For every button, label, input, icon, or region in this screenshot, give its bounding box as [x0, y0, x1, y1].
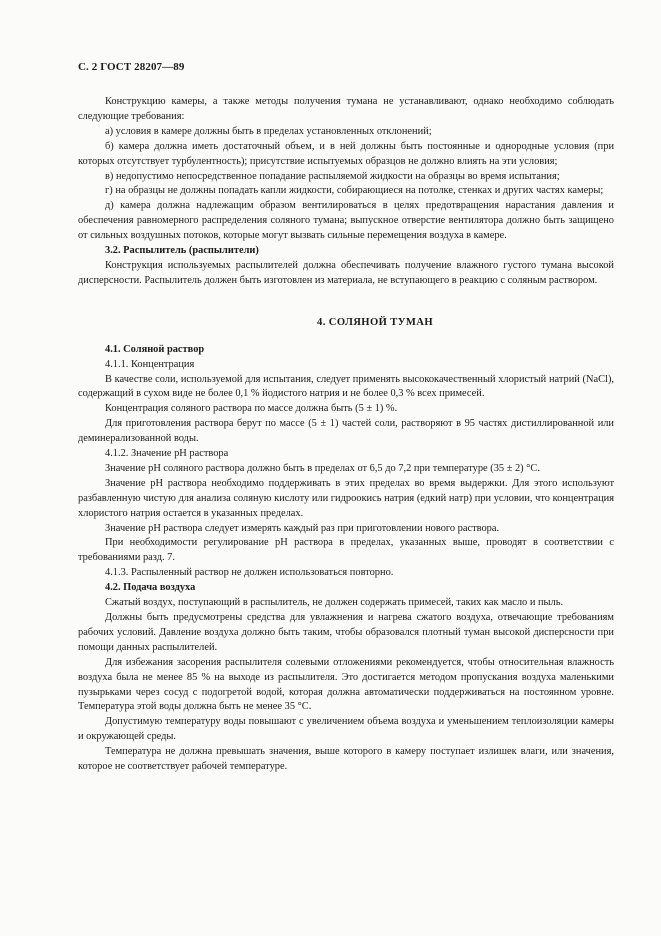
list-item-a: а) условия в камере должны быть в пределах установленных отклонений; [105, 125, 432, 137]
paragraph: Сжатый воздух, поступающий в распылитель, не должен содержать примесей, таких как масло и пыль. [105, 597, 564, 609]
paragraph: Для приготовления раствора берут по массе (5 ± 1) частей соли, растворяют в 95 частях дистиллированной или деминерализованной воды. [78, 418, 614, 445]
paragraph: В качестве соли, используемой для испытания, следует применять высококачественный хлористый натрий (NaCl), содержащий в сухом виде не более 0,1 % йодистого натрия и не более 0,3 % всех примесей. [78, 373, 614, 400]
paragraph: Значение рН раствора необходимо поддерживать в этих пределах во время выдержки. Для этого используют разбавленную чистую для анализа соляную кислоту или гидроокись натрия (едкий натр) при условии, что концентрация хлористого натрия остается в указанных пределах. [78, 477, 614, 519]
subsection-heading-3-2: 3.2. Распылитель (распылители) [105, 245, 259, 257]
paragraph: Для избежания засорения распылителя солевыми отложениями рекомендуется, чтобы относительная влажность воздуха была не менее 85 % на выходе из распылителя. Это достигается методом пропускания воздуха маленькими пузырьками через сосуд с подогретой водой, которая должна автоматически поддерживаться на постоянном уровне. Температура этой воды должна быть не менее 35 °С. [78, 656, 614, 713]
paragraph: Конструкция используемых распылителей должна обеспечивать получение влажного густого тумана высокой дисперсности. Распылитель должен быть изготовлен из материала, не вступающего в реакцию с соляным раствором. [78, 259, 614, 286]
subsection-heading-4-1-2: 4.1.2. Значение pH раствора [105, 448, 229, 460]
list-item-v: в) недопустимо непосредственное попадание распыляемой жидкости на образцы во время испытания; [105, 170, 560, 182]
paragraph: Значение рН раствора следует измерять каждый раз при приготовлении нового раствора. [105, 522, 500, 534]
subsection-heading-4-2: 4.2. Подача воздуха [105, 582, 196, 594]
document-body [78, 95, 614, 775]
subsection-heading-4-1: 4.1. Соляной раствор [105, 343, 205, 355]
section-title: 4. СОЛЯНОЙ ТУМАН [317, 316, 433, 328]
paragraph: Температура не должна превышать значения, выше которого в камеру поступает излишек влаги, или значения, которое не соответствует рабочей температуре. [78, 746, 614, 773]
list-item-g: г) на образцы не должны попадать капли жидкости, собирающиеся на потолке, стенках и других частях камеры; [105, 185, 604, 197]
paragraph: Конструкцию камеры, а также методы получения тумана не устанавливают, однако необходимо соблюдать следующие требования: [78, 96, 614, 122]
subsection-heading-4-1-1: 4.1.1. Концентрация [105, 358, 195, 370]
list-item-d: д) камера должна надлежащим образом вентилироваться в целях предотвращения нарастания давления и обеспечения равномерного распределения соляного тумана; выпускное отверстие вентилятора должно быть защищено от сильных воздушных потоков, которые могут вызвать сильные перемещения воздуха в камере. [78, 200, 614, 242]
subsection-heading-4-1-3: 4.1.3. Распыленный раствор не должен использоваться повторно. [105, 567, 394, 579]
paragraph: При необходимости регулирование рН раствора в пределах, указанных выше, проводят в соответствии с требованиями разд. 7. [78, 537, 614, 564]
page-header: С. 2 ГОСТ 28207—89 [78, 61, 185, 73]
list-item-b: б) камера должна иметь достаточный объем, и в ней должны быть постоянные и однородные условия (при которых отсутствует турбулентность); присутствие испытуемых образцов не должно влиять на эти условия; [78, 140, 614, 167]
paragraph: Концентрация соляного раствора по массе должна быть (5 ± 1) %. [105, 403, 398, 415]
paragraph: Значение рН соляного раствора должно быть в пределах от 6,5 до 7,2 при температуре (35 ± 2) °С. [105, 462, 540, 474]
paragraph: Должны быть предусмотрены средства для увлажнения и нагрева сжатого воздуха, отвечающие требованиям рабочих условий. Давление воздуха должно быть таким, чтобы образовался плотный туман высокой дисперсности при помощи данных распылителей. [78, 612, 614, 653]
paragraph: Допустимую температуру воды повышают с увеличением объема воздуха и уменьшением теплоизоляции камеры и окружающей среды. [78, 716, 614, 743]
